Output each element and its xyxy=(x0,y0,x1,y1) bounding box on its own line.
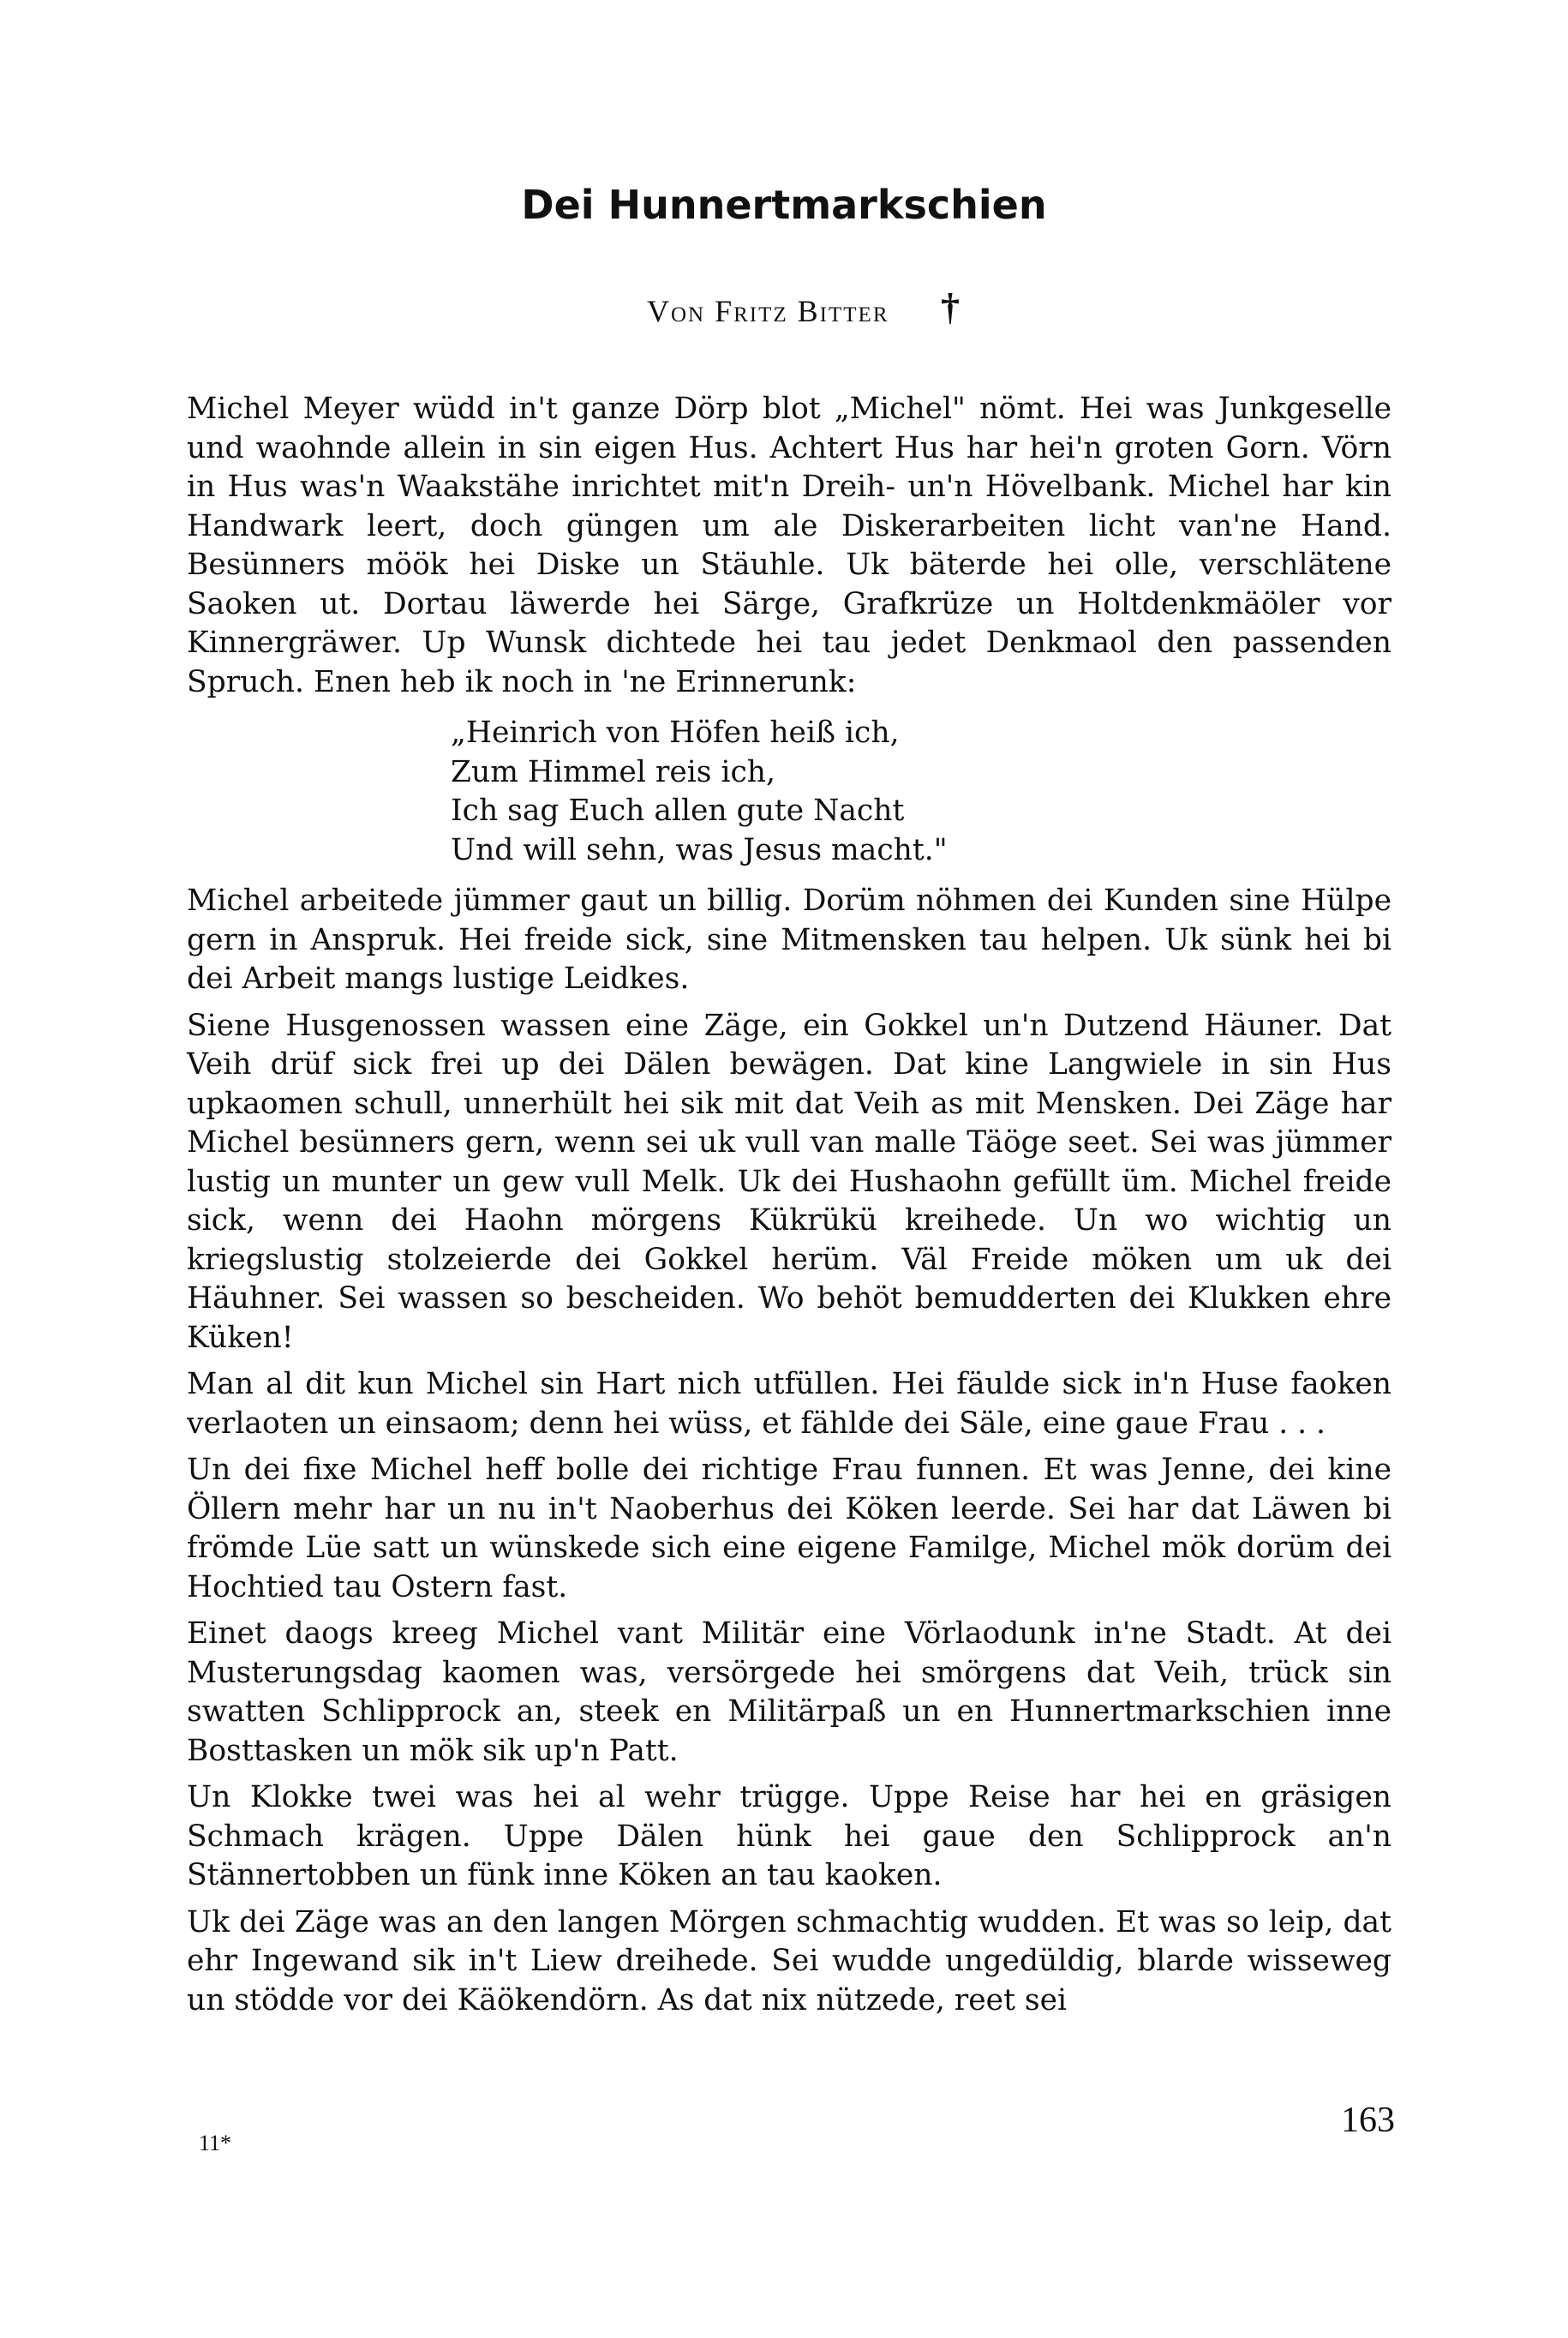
paragraph: Siene Husgenossen wassen eine Zäge, ein Gokkel un'n Dutzend Häuner. Dat Veih drüf sick frei up dei Dälen bewägen. Dat kine Langwiele in sin Hus upkaomen schull, unnerhült hei sik mit dat Veih as mit Mensken. Dei Zäge har Michel besünners gern, wenn sei uk vull van malle Täöge seet. Sei was jümmer lustig un munter un gew vull Melk. Uk dei Hushaohn gefüllt üm. Michel freide sick, wenn dei Haohn mörgens Kükrükü kreihede. Un wo wichtig un kriegslustig stolzeierde dei Gokkel herüm. Väl Freide möken um uk dei Häuhner. Sei wassen so bescheiden. Wo behöt bemudderten dei Klukken ehre Küken! xyxy=(187,1008,1391,1355)
deceased-cross-mark: † xyxy=(941,286,960,328)
paragraph: Un dei fixe Michel heff bolle dei richtige Frau funnen. Et was Jenne, dei kine Öllern mehr har un nu in't Naoberhus dei Köken leerde. Sei har dat Läwen bi frömde Lüe satt un wünskede sich eine eigene Familge, Michel mök dorüm dei Hochtied tau Ostern fast. xyxy=(187,1453,1391,1604)
signature-mark: 11* xyxy=(199,2131,232,2155)
paragraph: Einet daogs kreeg Michel vant Militär eine Vörlaodunk in'ne Stadt. At dei Musterungsdag kaomen was, versörgede hei smörgens dat Veih, trück sin swatten Schlipprock an, steek en Militärpaß un en Hunnertmarkschien inne Bosttasken un mök sik up'n Patt. xyxy=(187,1616,1391,1768)
paragraph: Un Klokke twei was hei al wehr trügge. Uppe Reise har hei en gräsigen Schmach krägen. Uppe Dälen hünk hei gaue den Schlipprock an'n Stännertobben un fünk inne Köken an tau kaoken. xyxy=(187,1780,1391,1892)
article-body xyxy=(187,390,1391,2028)
page-number: 163 xyxy=(1341,2101,1395,2140)
paragraph: Man al dit kun Michel sin Hart nich utfüllen. Hei fäulde sick in'n Huse faoken verlaoten un einsaom; denn hei wüss, et fählde dei Säle, eine gaue Frau . . . xyxy=(187,1367,1391,1441)
poem-line: Und will sehn, was Jesus macht." xyxy=(451,832,948,867)
poem-line: Ich sag Euch allen gute Nacht xyxy=(451,794,905,828)
paragraph: Michel Meyer wüdd in't ganze Dörp blot „Michel" nömt. Hei was Junkgeselle und waohnde allein in sin eigen Hus. Achtert Hus har hei'n groten Gorn. Vörn in Hus was'n Waakstähe inrichtet mit'n Dreih- un'n Hövelbank. Michel har kin Handwark leert, doch güngen um ale Diskerarbeiten licht van'ne Hand. Besünners möök hei Diske un Stäuhle. Uk bäterde hei olle, verschlätene Saoken ut. Dortau läwerde hei Särge, Grafkrüze un Holtdenkmäöler vor Kinnergräwer. Up Wunsk dichtede hei tau jedet Denkmaol den passenden Spruch. Enen heb ik noch in 'ne Erinnerunk: xyxy=(187,392,1391,699)
poem-line: „Heinrich von Höfen heiß ich, xyxy=(451,716,900,750)
poem-line: Zum Himmel reis ich, xyxy=(451,754,775,789)
author-byline: Von Fritz Bitter xyxy=(647,294,889,328)
paragraph: Michel arbeitede jümmer gaut un billig. Dorüm nöhmen dei Kunden sine Hülpe gern in Anspruk. Hei freide sick, sine Mitmensken tau helpen. Uk sünk hei bi dei Arbeit mangs lustige Leidkes. xyxy=(187,884,1391,996)
epitaph-poem xyxy=(451,714,1391,870)
paragraph: Uk dei Zäge was an den langen Mörgen schmachtig wudden. Et was so leip, dat ehr Ingewand sik in't Liew dreihede. Sei wudde ungedüldig, blarde wisseweg un stödde vor dei Käökendörn. As dat nix nützede, reet sei xyxy=(187,1904,1391,2017)
page-title: Dei Hunnertmarkschien xyxy=(521,182,1047,228)
